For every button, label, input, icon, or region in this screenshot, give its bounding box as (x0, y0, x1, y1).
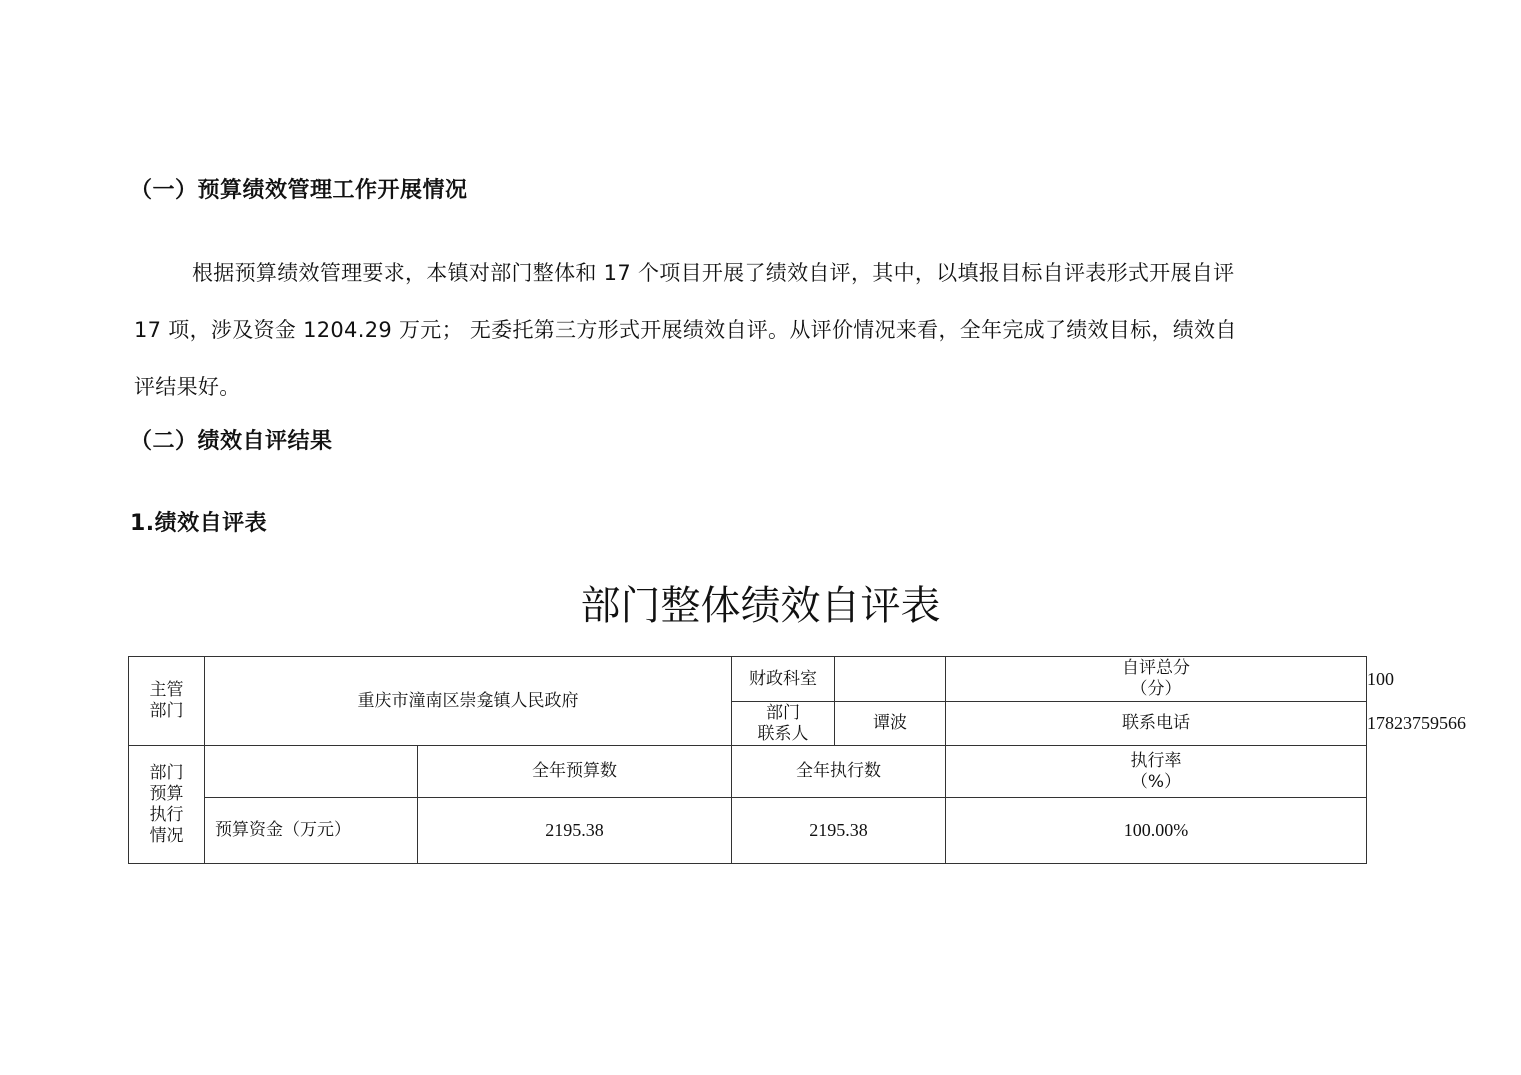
dept-label-cell (129, 657, 205, 746)
contact-label-cell (732, 702, 835, 746)
table-title: 部门整体绩效自评表 (580, 583, 941, 629)
execution-rate-value: 100.00% (946, 798, 1367, 864)
dept-value-cell: 重庆市潼南区崇龛镇人民政府 (205, 657, 732, 746)
table-row: 主管 部门 重庆市潼南区崇龛镇人民政府 财政科室 自评总分 （分） 100 (129, 657, 1367, 702)
execution-rate-label-line: （%） (1130, 771, 1182, 792)
paragraph-line-2: 17 项，涉及资金 1204.29 万元； 无委托第三方形式开展绩效自评。从评价情况来看，全年完成了绩效目标，绩效自 (134, 318, 1237, 342)
office-label-cell: 财政科室 (732, 657, 835, 702)
subsection-heading-self-evaluation-table: 1.绩效自评表 (130, 511, 268, 536)
section-heading-budget-performance: （一）预算绩效管理工作开展情况 (130, 178, 468, 203)
budget-funds-label-cell: 预算资金（万元） (205, 798, 418, 864)
budget-section-label-line: 预算 (149, 783, 184, 804)
score-label-cell (946, 657, 1367, 702)
paragraph-line-1: 根据预算绩效管理要求，本镇对部门整体和 17 个项目开展了绩效自评，其中，以填报目标自评表形式开展自评 (192, 261, 1235, 285)
contact-label-line: 联系人 (757, 723, 809, 744)
budget-section-label-line: 执行 (149, 804, 184, 825)
table-row: 部门 联系人 谭波 联系电话 17823759566 (129, 702, 1367, 746)
performance-table (128, 656, 1466, 864)
header-annual-execution: 全年执行数 (732, 746, 946, 798)
budget-section-label-cell (129, 746, 205, 864)
execution-rate-label-line: 执行率 (1130, 750, 1182, 771)
phone-label-cell: 联系电话 (946, 702, 1367, 746)
annual-execution-value: 2195.38 (732, 798, 946, 864)
section-heading-self-evaluation-results: （二）绩效自评结果 (130, 429, 333, 454)
annual-budget-value: 2195.38 (418, 798, 732, 864)
paragraph-line-3: 评结果好。 (134, 375, 241, 399)
contact-label-line: 部门 (766, 702, 800, 723)
budget-header-empty-cell (205, 746, 418, 798)
score-label-line: （分） (1130, 679, 1182, 699)
score-label-line: 自评总分 (1122, 658, 1190, 678)
dept-label-line: 部门 (149, 701, 184, 721)
budget-section-label-line: 情况 (149, 825, 184, 846)
table-row (129, 798, 1367, 864)
contact-value-cell: 谭波 (835, 702, 946, 746)
table-row (129, 746, 1367, 798)
header-annual-budget: 全年预算数 (418, 746, 732, 798)
header-execution-rate (946, 746, 1367, 798)
budget-section-label-line: 部门 (149, 762, 184, 783)
dept-label-line: 主管 (149, 680, 184, 700)
office-value-cell (835, 657, 946, 702)
